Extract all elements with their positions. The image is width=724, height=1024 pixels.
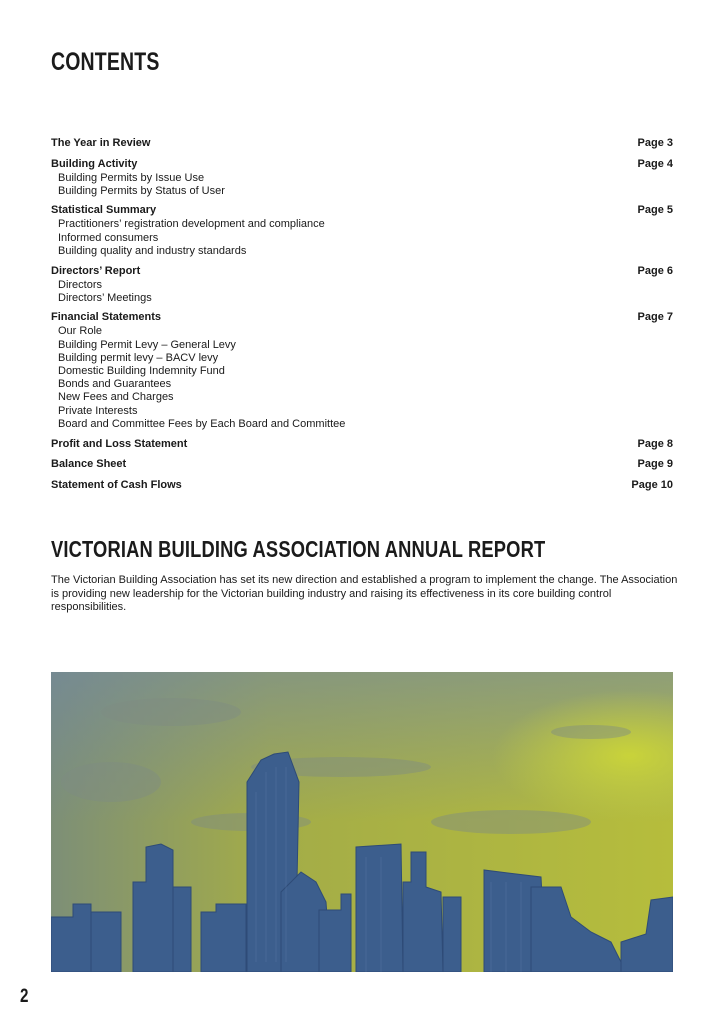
toc-section: [51, 309, 673, 325]
toc-section: [51, 477, 673, 493]
toc-subitem: Building Permit Levy – General Levy: [58, 338, 236, 351]
toc-page-number: Page 9: [637, 458, 673, 471]
toc-page-number: Page 4: [637, 157, 673, 170]
toc-section-title: Profit and Loss Statement: [51, 437, 188, 450]
table-of-contents: [51, 135, 673, 493]
toc-page-number: Page 6: [637, 264, 673, 277]
toc-section-title: Balance Sheet: [51, 458, 127, 471]
toc-section: [51, 202, 673, 218]
toc-section-title: Financial Statements: [51, 311, 162, 324]
toc-subitem: Informed consumers: [58, 231, 159, 244]
toc-subitem: Bonds and Guarantees: [58, 378, 172, 391]
toc-subitem: Domestic Building Indemnity Fund: [58, 365, 225, 378]
toc-section: [51, 456, 673, 472]
toc-section-title: Building Activity: [51, 157, 138, 170]
toc-subitem: Practitioners’ registration development and compliance: [58, 218, 325, 231]
toc-subitem: Building Permits by Status of User: [58, 184, 225, 197]
toc-subitem: New Fees and Charges: [58, 391, 174, 404]
page-number: 2: [20, 986, 29, 1007]
toc-section-title: Statistical Summary: [51, 204, 157, 217]
toc-section: [51, 263, 673, 279]
toc-page-number: Page 8: [637, 437, 673, 450]
toc-subitem: Directors: [58, 278, 103, 291]
toc-subitem: Building Permits by Issue Use: [58, 171, 205, 184]
toc-subitem: Board and Committee Fees by Each Board and Committee: [58, 417, 346, 430]
toc-subitem: Private Interests: [58, 404, 138, 417]
toc-page-number: Page 10: [631, 478, 673, 491]
toc-page-number: Page 7: [637, 311, 673, 324]
toc-subitem: Building permit levy – BACV levy: [58, 351, 219, 364]
toc-subitem: Directors’ Meetings: [58, 291, 152, 304]
toc-page-number: Page 3: [637, 137, 673, 149]
intro-paragraph: The Victorian Building Association has set its new direction and established a program to implement the change. The Association is providing new leadership for the Victorian building industry and raising its effectiveness in its core building control responsibilities.: [51, 574, 678, 613]
toc-section-title: The Year in Review: [51, 137, 151, 149]
report-heading: VICTORIAN BUILDING ASSOCIATION ANNUAL REPORT: [51, 536, 546, 562]
toc-section: [51, 436, 673, 452]
toc-section: [51, 156, 673, 172]
toc-subitem: Our Role: [58, 325, 103, 338]
city-skyline-photo: [51, 672, 673, 972]
toc-subitem: Building quality and industry standards: [58, 244, 247, 257]
toc-section: [51, 135, 673, 151]
toc-section-title: Directors’ Report: [51, 264, 141, 277]
contents-heading: CONTENTS: [51, 48, 160, 76]
toc-page-number: Page 5: [637, 204, 673, 217]
toc-section-title: Statement of Cash Flows: [51, 478, 182, 491]
